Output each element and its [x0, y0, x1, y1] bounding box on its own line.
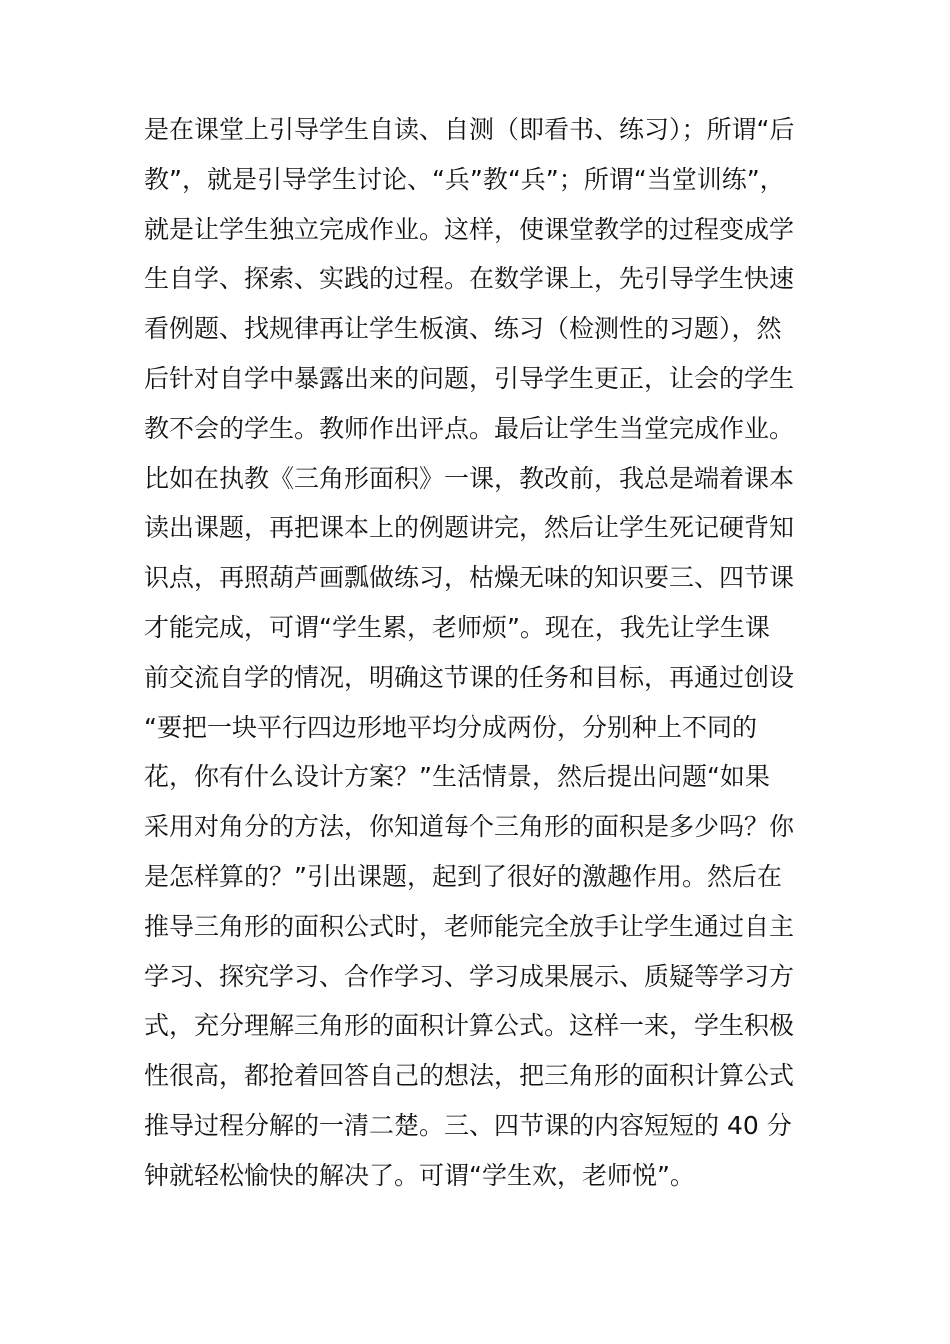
text-line: 读出课题，再把课本上的例题讲完，然后让学生死记硬背知	[144, 513, 795, 543]
text-line: 比如在执教《三角形面积》一课，教改前，我总是端着课本	[144, 463, 795, 493]
text-line: 看例题、找规律再让学生板演、练习（检测性的习题），然	[144, 314, 782, 344]
text-line: 是在课堂上引导学生自读、自测（即看书、练习）；所谓“后	[144, 115, 795, 144]
text-line: 推导过程分解的一清二楚。三、四节课的内容短短的 40 分	[144, 1110, 792, 1140]
text-line: 性很高，都抢着回答自己的想法，把三角形的面积计算公式	[144, 1061, 795, 1091]
text-line: 后针对自学中暴露出来的问题，引导学生更正，让会的学生	[144, 363, 795, 393]
text-line: 前交流自学的情况，明确这节课的任务和目标，再通过创设	[144, 662, 795, 692]
text-line: “要把一块平行四边形地平均分成两份，分别种上不同的	[144, 712, 757, 742]
text-line: 识点，再照葫芦画瓢做练习，枯燥无味的知识要三、四节课	[144, 563, 795, 593]
text-line: 式，充分理解三角形的面积计算公式。这样一来，学生积极	[144, 1011, 795, 1041]
text-line: 钟就轻松愉快的解决了。可谓“学生欢，老师悦”。	[144, 1160, 695, 1190]
text-line: 推导三角形的面积公式时，老师能完全放手让学生通过自主	[144, 911, 795, 941]
text-line: 花，你有什么设计方案？”生活情景，然后提出问题“如果	[144, 762, 770, 792]
text-line: 才能完成，可谓“学生累，老师烦”。现在，我先让学生课	[144, 612, 770, 642]
text-line: 教”，就是引导学生讨论、“兵”教“兵”；所谓“当堂训练”，	[144, 164, 785, 194]
text-line: 是怎样算的？”引出课题，起到了很好的激趣作用。然后在	[144, 861, 782, 891]
text-line: 学习、探究学习、合作学习、学习成果展示、质疑等学习方	[144, 961, 795, 991]
text-line: 生自学、探索、实践的过程。在数学课上，先引导学生快速	[144, 264, 795, 294]
body-paragraph	[144, 105, 834, 1201]
text-line: 教不会的学生。教师作出评点。最后让学生当堂完成作业。	[144, 413, 795, 443]
text-line: 采用对角分的方法，你知道每个三角形的面积是多少吗？你	[144, 812, 795, 842]
text-line: 就是让学生独立完成作业。这样，使课堂教学的过程变成学	[144, 214, 795, 244]
